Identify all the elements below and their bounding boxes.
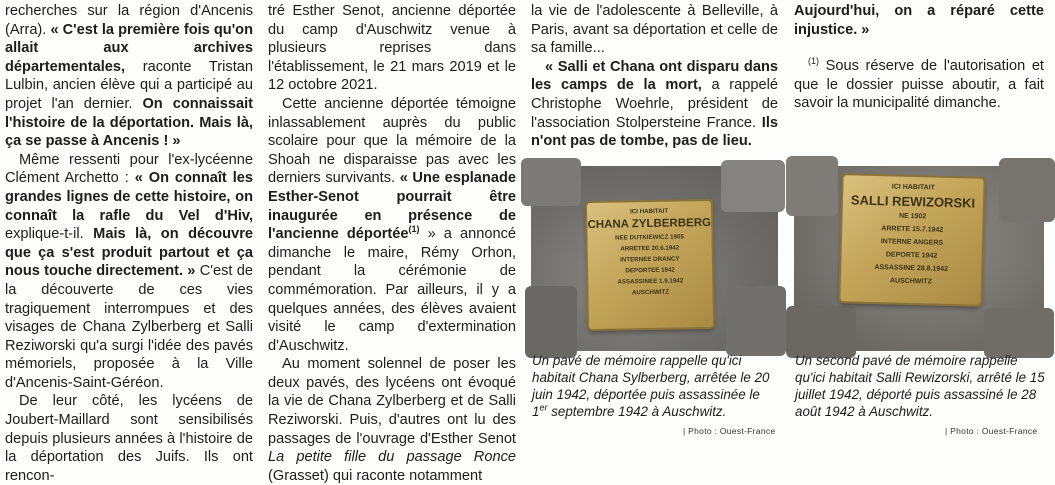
paragraph: la vie de l'adolescente à Belleville, à Paris, avant sa déportation et celle de sa famille... bbox=[531, 3, 778, 57]
text: Au moment solennel de poser les deux pavés, des lycéens ont évoqué la vie de Chana Zylberberg et de Salli Reziworski. Puis, d'autres ont lu des passages de l'ouvrage d'Esther Senot bbox=[268, 356, 516, 447]
text: explique-t-il. bbox=[5, 226, 94, 243]
caption-text: septembre 1942 à Auschwitz. bbox=[547, 404, 727, 419]
plaque-name: CHANA ZYLBERBERG bbox=[587, 216, 712, 232]
cobblestone bbox=[525, 286, 577, 358]
plaque-line: ASSASSINE 28.8.1942 bbox=[874, 264, 949, 273]
footnote bbox=[794, 57, 1044, 113]
footnote-text: Sous réserve de l'autorisation et que le dossier puisse aboutir, a fait savoir la municipalité dimanche. bbox=[794, 58, 1044, 112]
stolperstein-plaque bbox=[840, 175, 983, 305]
plaque-line: INTERNE ANGERS bbox=[880, 238, 944, 247]
text: Cette ancienne déportée témoigne inlassablement auprès du public scolaire pour que la mémoire de la Shoah ne disparaisse pas avec les derniers survivants. bbox=[268, 95, 516, 187]
paragraph bbox=[5, 2, 253, 151]
quote: Ils n'ont pas de tombe, pas de lieu. bbox=[531, 114, 778, 150]
stolperstein-plaque bbox=[587, 201, 713, 329]
plaque-line: ARRETEE 20.6.1942 bbox=[620, 244, 680, 253]
paragraph bbox=[5, 151, 253, 393]
photo-caption bbox=[532, 352, 778, 420]
photo-caption: Un second pavé de mémoire rappelle qu'ici habitait Salli Rewizorski, arrêté le 15 juillet 1942, déporté puis assassiné le 28 août 1942 à Auschwitz. bbox=[795, 353, 1045, 419]
cobblestone bbox=[726, 286, 786, 356]
paragraph bbox=[268, 95, 516, 355]
text: » a annoncé dimanche le maire, Rémy Orhon, pendant la cérémonie de commémoration. Par ailleurs, il y a quelques années, des élèves avaient visité le camp d'extermination d'Auschwitz. bbox=[268, 226, 516, 354]
quote: « C'est la première fois qu'on allait aux archives départementales, bbox=[5, 21, 253, 75]
cobblestone bbox=[999, 158, 1055, 222]
ordinal-suffix: er bbox=[539, 402, 548, 413]
book-title: La petite fille du passage Ronce bbox=[268, 449, 516, 466]
plaque-line: INTERNEE DRANCY bbox=[620, 255, 680, 264]
paragraph: De leur côté, les lycéens de Joubert-Maillard sont sensibilisés depuis plusieurs années à l'histoire de la déportation des Juifs. Ils ont rencon- bbox=[5, 393, 253, 484]
quote: « Une esplanade Esther-Senot pourrait être inaugurée en présence de l'ancienne déportée bbox=[268, 170, 516, 243]
plaque-line: NEE DUTKIEWICZ 1905 bbox=[615, 233, 684, 242]
photo-chana-plaque bbox=[531, 166, 778, 351]
plaque-line: ICI HABITAIT bbox=[629, 207, 669, 216]
plaque-line: DEPORTE 1942 bbox=[885, 251, 938, 260]
text: C'est de la découverte de ces vies tragiquement interrompues et des visages de Chana Zylberberg et Salli Reziworski qu'a surgi l'idée des pavés mémoriels, proposée à la Ville d'Ancenis-Saint-Géréon. bbox=[5, 263, 253, 391]
cobblestone bbox=[984, 308, 1054, 358]
article-column-1 bbox=[5, 2, 253, 485]
plaque-line: ASSASSINEE 1.9.1942 bbox=[617, 277, 684, 286]
text: a rappelé Christophe Woehrle, président de l'association Stolpersteine France. bbox=[531, 77, 778, 131]
article-column-3 bbox=[531, 2, 778, 151]
text: (Grasset) qui raconte notamment bbox=[268, 467, 483, 484]
cobblestone bbox=[521, 158, 581, 206]
plaque-line: ICI HABITAIT bbox=[891, 183, 935, 192]
plaque-line: ARRETE 15.7.1942 bbox=[881, 225, 944, 234]
photo-credit: | Photo : Ouest-France bbox=[945, 426, 1038, 436]
quote: « On connaît les grandes lignes de cette histoire, on connaît la rafle du Vel d'Hiv, bbox=[5, 170, 253, 224]
paragraph bbox=[268, 355, 516, 485]
plaque-line: AUSCHWITZ bbox=[889, 277, 932, 286]
caption-text: Un pavé de mémoire rappelle qu'ici habitait Chana Sylberberg, arrêtée le 20 juin 1942, déportée puis assassinée le 1 bbox=[532, 353, 770, 419]
photo-salli-plaque bbox=[794, 166, 1044, 351]
quote: Mais là, on découvre que ça s'est produit partout et ça nous touche directement. » bbox=[5, 226, 253, 280]
paragraph bbox=[531, 58, 778, 151]
article-column-2 bbox=[268, 2, 516, 485]
plaque-line: NE 1902 bbox=[898, 212, 927, 221]
paragraph: tré Esther Senot, ancienne déportée du camp d'Auschwitz venue à plusieurs reprises dans l'établissement, le 21 mars 2019 et le 12 octobre 2021. bbox=[268, 3, 516, 94]
quote: « Salli et Chana ont disparu dans les camps de la mort, bbox=[531, 58, 778, 94]
footnote-marker: (1) bbox=[808, 56, 819, 67]
footnote-marker: (1) bbox=[408, 224, 420, 235]
text: Même ressenti pour l'ex-lycéenne Clément Archetto : bbox=[5, 151, 253, 187]
plaque-line: DEPORTEE 1942 bbox=[625, 266, 675, 275]
plaque-line: AUSCHWITZ bbox=[631, 288, 670, 297]
photo-credit: | Photo : Ouest-France bbox=[683, 426, 776, 436]
quote: On connaissait l'histoire de la déportation. Mais là, ça se passe à Ancenis ! » bbox=[5, 95, 253, 150]
text: raconte Tristan Lulbin, ancien élève qui a participé au projet l'an dernier. bbox=[5, 58, 253, 112]
article-column-4 bbox=[794, 2, 1044, 113]
paragraph: Aujourd'hui, on a réparé cette injustice. » bbox=[794, 3, 1044, 38]
text: recherches sur la région d'Ancenis (Arra). bbox=[5, 3, 253, 38]
cobblestone bbox=[721, 160, 785, 212]
cobblestone bbox=[786, 306, 856, 358]
plaque-name: SALLI REWIZORSKI bbox=[850, 192, 976, 211]
cobblestone bbox=[786, 156, 838, 216]
